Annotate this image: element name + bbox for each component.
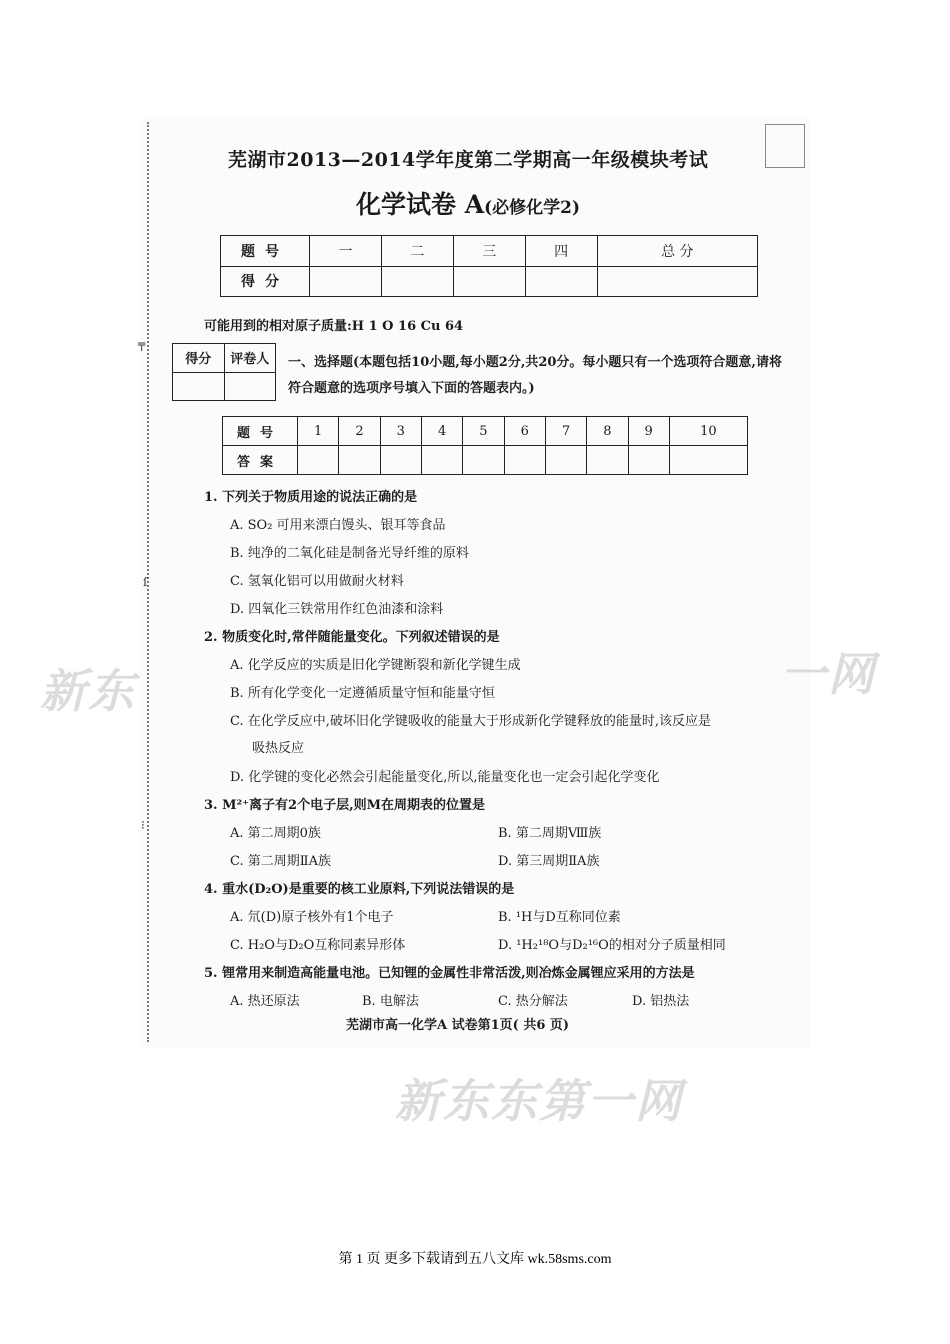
section1-instructions: 一、选择题(本题包括10小题,每小题2分,共20分。每小题只有一个选项符合题意,请将符合题意的选项序号填入下面的答题表内。): [288, 355, 782, 396]
answer-num: 8: [587, 417, 628, 446]
question-1-option-b: B. 纯净的二氧化硅是制备光导纤维的原料: [230, 546, 469, 561]
paper-title: [356, 185, 580, 221]
question-4-option-c: C. H₂O与D₂O互称同素异形体: [230, 938, 406, 953]
score-cell[interactable]: [381, 266, 453, 297]
score-cell[interactable]: [525, 266, 597, 297]
answer-cell[interactable]: [545, 446, 586, 475]
grader-score-cell[interactable]: [173, 372, 225, 401]
answer-num: 2: [339, 417, 380, 446]
question-5-option-a: A. 热还原法: [230, 994, 300, 1009]
question-2-option-c-cont: 吸热反应: [252, 741, 305, 756]
answer-num: 5: [463, 417, 504, 446]
edge-mark: ſ: [143, 575, 148, 589]
watermark-right: 一网: [780, 647, 876, 701]
answer-num: 6: [504, 417, 545, 446]
question-3-option-c: C. 第二周期ⅡA族: [230, 854, 331, 869]
answer-num: 1: [298, 417, 339, 446]
exam-title: 芜湖市2013—2014学年度第二学期高一年级模块考试: [228, 149, 709, 171]
answer-cell[interactable]: [421, 446, 462, 475]
score-header-row: [221, 236, 758, 267]
question-5-stem: 5. 锂常用来制造高能量电池。已知锂的金属性非常活泼,则冶炼金属锂应采用的方法是: [204, 966, 695, 981]
question-2-option-c: C. 在化学反应中,破坏旧化学键吸收的能量大于形成新化学键释放的能量时,该反应是: [230, 714, 712, 729]
question-1-stem: 1. 下列关于物质用途的说法正确的是: [204, 490, 418, 505]
answer-header-row: [223, 417, 748, 446]
question-4-option-a: A. 氘(D)原子核外有1个电子: [230, 910, 394, 925]
watermark-center: 新东东第一网: [395, 1074, 683, 1128]
answer-num: 3: [380, 417, 421, 446]
question-4-stem: 4. 重水(D₂O)是重要的核工业原料,下列说法错误的是: [204, 882, 515, 897]
question-5-option-c: C. 热分解法: [498, 994, 568, 1009]
answer-value-label: 答案: [223, 446, 298, 475]
answer-row-label: 题号: [223, 417, 298, 446]
grader-name-cell[interactable]: [224, 372, 276, 401]
answer-cell[interactable]: [380, 446, 421, 475]
score-cell[interactable]: [597, 266, 757, 297]
answer-cell[interactable]: [463, 446, 504, 475]
edge-mark: ⁝: [141, 818, 145, 832]
score-value-row: [221, 266, 758, 297]
watermark-left: 新东: [40, 664, 136, 718]
answer-cell[interactable]: [628, 446, 669, 475]
corner-stamp: [765, 124, 805, 168]
question-1-option-c: C. 氢氧化铝可以用做耐火材料: [230, 574, 404, 589]
answer-cell[interactable]: [298, 446, 339, 475]
question-1-option-d: D. 四氧化三铁常用作红色油漆和涂料: [230, 602, 444, 617]
answer-cell[interactable]: [587, 446, 628, 475]
question-5-option-b: B. 电解法: [362, 994, 419, 1009]
score-col-total: 总 分: [597, 236, 757, 267]
question-2-option-b: B. 所有化学变化一定遵循质量守恒和能量守恒: [230, 686, 495, 701]
grader-name-label: 评卷人: [224, 344, 276, 373]
score-cell[interactable]: [453, 266, 525, 297]
answer-cell[interactable]: [339, 446, 380, 475]
paper-title-note: (必修化学2): [484, 198, 581, 218]
score-value-label: 得分: [221, 266, 310, 297]
atomic-masses: 可能用到的相对原子质量:H 1 O 16 Cu 64: [204, 319, 464, 334]
download-line: 第 1 页 更多下载请到五八文库 wk.58sms.com: [338, 1252, 612, 1267]
answer-num: 9: [628, 417, 669, 446]
grader-box: [172, 343, 276, 401]
question-2-option-a: A. 化学反应的实质是旧化学键断裂和新化学键生成: [230, 658, 521, 673]
question-4-option-b: B. ¹H与D互称同位素: [498, 910, 621, 925]
answer-value-row: [223, 446, 748, 475]
score-col-1: 一: [310, 236, 382, 267]
score-col-2: 二: [381, 236, 453, 267]
answer-cell[interactable]: [669, 446, 747, 475]
score-col-4: 四: [525, 236, 597, 267]
question-2-option-d: D. 化学键的变化必然会引起能量变化,所以,能量变化也一定会引起化学变化: [230, 770, 660, 785]
question-1-option-a: A. SO₂ 可用来漂白馒头、银耳等食品: [230, 518, 446, 533]
question-3-option-d: D. 第三周期ⅡA族: [498, 854, 600, 869]
score-col-3: 三: [453, 236, 525, 267]
page-footer: 芜湖市高一化学A 试卷第1页( 共6 页): [346, 1018, 570, 1033]
question-3-stem: 3. M²⁺离子有2个电子层,则M在周期表的位置是: [204, 798, 486, 813]
score-row-label: 题号: [221, 236, 310, 267]
answer-num: 10: [669, 417, 747, 446]
answer-cell[interactable]: [504, 446, 545, 475]
paper-title-main: 化学试卷 A: [356, 190, 485, 219]
question-4-option-d: D. ¹H₂¹⁸O与D₂¹⁶O的相对分子质量相同: [498, 938, 726, 953]
question-3-option-a: A. 第二周期0族: [230, 826, 321, 841]
question-5-option-d: D. 铝热法: [632, 994, 690, 1009]
edge-mark: ╤: [138, 337, 146, 351]
answer-table: [222, 416, 748, 475]
grader-score-label: 得分: [173, 344, 225, 373]
score-cell[interactable]: [310, 266, 382, 297]
answer-num: 7: [545, 417, 586, 446]
score-table: [220, 235, 758, 297]
answer-num: 4: [421, 417, 462, 446]
question-3-option-b: B. 第二周期Ⅷ族: [498, 826, 602, 841]
question-2-stem: 2. 物质变化时,常伴随能量变化。下列叙述错误的是: [204, 630, 500, 645]
